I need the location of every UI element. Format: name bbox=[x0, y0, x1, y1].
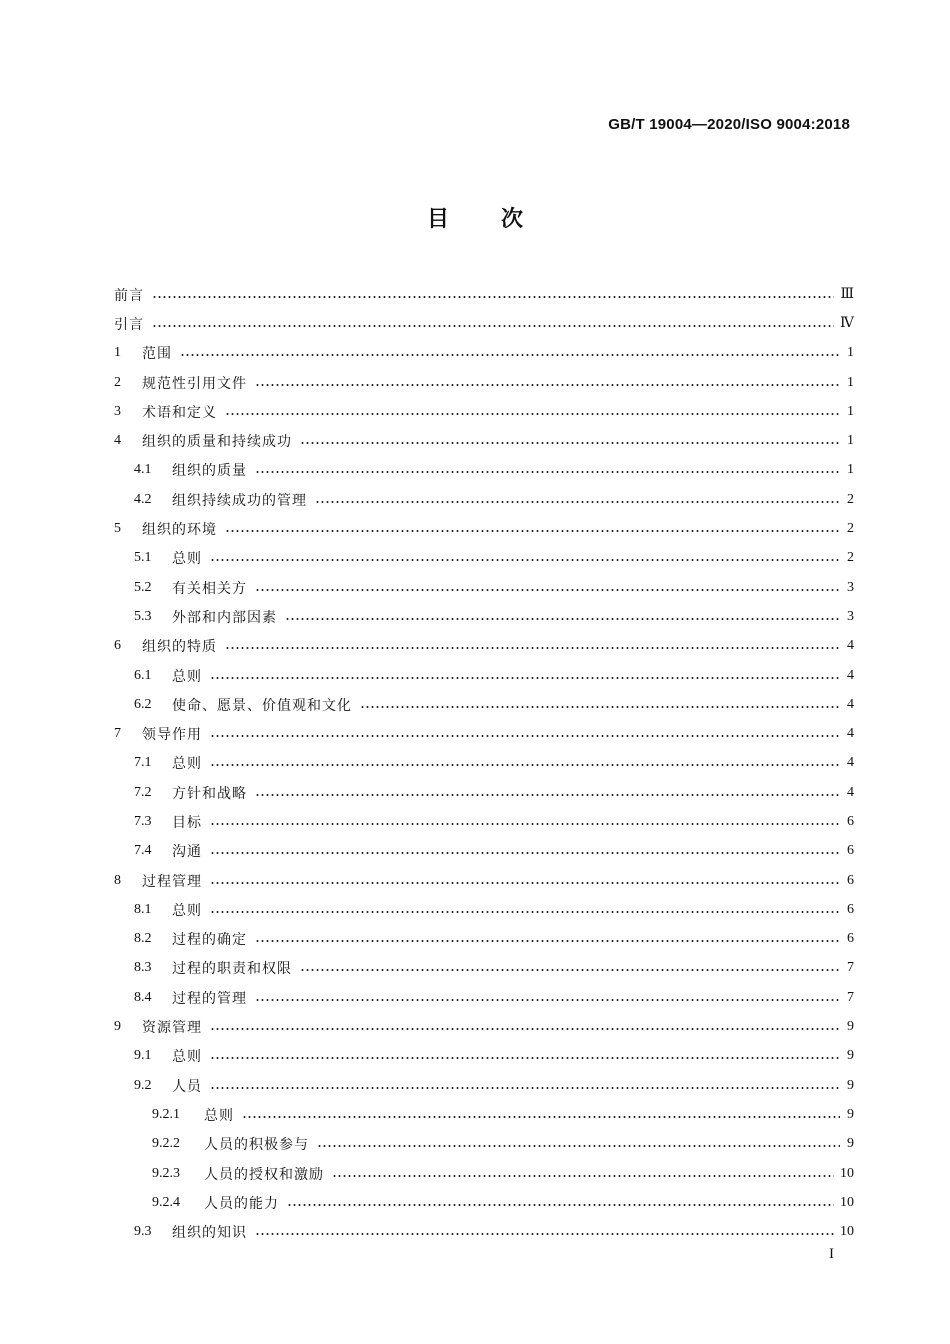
toc-entry-page: 6 bbox=[847, 931, 854, 947]
toc-entry[interactable] bbox=[114, 1100, 854, 1129]
toc-entry[interactable] bbox=[114, 632, 854, 661]
toc-entry[interactable] bbox=[114, 866, 854, 895]
toc-entry-label: 组织的质量和持续成功 bbox=[142, 434, 292, 451]
dot-leader bbox=[225, 413, 840, 415]
toc-entry[interactable] bbox=[114, 807, 854, 836]
dot-leader bbox=[255, 999, 840, 1001]
dot-leader bbox=[285, 618, 840, 620]
toc-entry-page: 4 bbox=[847, 784, 854, 800]
dot-leader bbox=[242, 1116, 840, 1118]
toc-entry-number: 3 bbox=[114, 403, 121, 419]
toc-entry[interactable] bbox=[114, 1188, 854, 1217]
dot-leader bbox=[255, 384, 840, 386]
dot-leader bbox=[255, 794, 840, 796]
toc-entry-page: 3 bbox=[847, 608, 854, 624]
toc-entry-label: 范围 bbox=[142, 346, 172, 363]
toc-entry-number: 5.3 bbox=[134, 608, 152, 624]
toc-entry-page: 10 bbox=[840, 1165, 854, 1181]
toc-entry[interactable] bbox=[114, 514, 854, 543]
toc-entry-page: 6 bbox=[847, 813, 854, 829]
toc-entry-label: 总则 bbox=[172, 668, 202, 685]
toc-entry-number: 9.1 bbox=[134, 1048, 152, 1064]
toc-entry-page: 2 bbox=[847, 491, 854, 507]
toc-entry[interactable] bbox=[114, 426, 854, 455]
toc-entry[interactable] bbox=[114, 309, 854, 338]
toc-entry-number: 9 bbox=[114, 1019, 121, 1035]
dot-leader bbox=[255, 940, 840, 942]
toc-entry-number: 5.2 bbox=[134, 579, 152, 595]
toc-entry[interactable] bbox=[114, 983, 854, 1012]
toc-entry-page: 2 bbox=[847, 521, 854, 537]
toc-entry-label: 过程的管理 bbox=[172, 990, 247, 1007]
toc-entry-label: 组织持续成功的管理 bbox=[172, 492, 307, 509]
toc-entry-label: 人员 bbox=[172, 1078, 202, 1095]
toc-entry-number: 7 bbox=[114, 726, 121, 742]
toc-entry-label: 总则 bbox=[172, 1049, 202, 1066]
toc-entry-number: 9.3 bbox=[134, 1224, 152, 1240]
page-title: 目次 bbox=[426, 207, 575, 232]
dot-leader bbox=[210, 764, 840, 766]
toc-entry-number: 5 bbox=[114, 521, 121, 537]
dot-leader bbox=[210, 1087, 840, 1089]
toc-entry-page: 4 bbox=[847, 638, 854, 654]
toc-entry-page: 1 bbox=[847, 403, 854, 419]
toc-entry-number: 4.2 bbox=[134, 491, 152, 507]
toc-entry-label: 组织的特质 bbox=[142, 639, 217, 656]
toc-entry[interactable] bbox=[114, 456, 854, 485]
dot-leader bbox=[210, 1057, 840, 1059]
toc-entry-number: 7.2 bbox=[134, 784, 152, 800]
toc-entry-page: 1 bbox=[847, 433, 854, 449]
toc-entry-page: 6 bbox=[847, 872, 854, 888]
toc-entry-label: 领导作用 bbox=[142, 727, 202, 744]
toc-entry-page: 9 bbox=[847, 1048, 854, 1064]
toc-entry-label: 目标 bbox=[172, 814, 202, 831]
toc-entry-label: 有关相关方 bbox=[172, 580, 247, 597]
toc-entry[interactable] bbox=[114, 895, 854, 924]
toc-entry[interactable] bbox=[114, 749, 854, 778]
toc-entry-label: 总则 bbox=[172, 902, 202, 919]
toc-entry-label: 过程的确定 bbox=[172, 932, 247, 949]
dot-leader bbox=[152, 325, 834, 327]
dot-leader bbox=[210, 1028, 840, 1030]
toc-entry[interactable] bbox=[114, 397, 854, 426]
toc-entry-page: 4 bbox=[847, 726, 854, 742]
toc-entry-label: 外部和内部因素 bbox=[172, 609, 277, 626]
toc-entry-number: 6.2 bbox=[134, 696, 152, 712]
toc-entry-label: 过程的职责和权限 bbox=[172, 961, 292, 978]
toc-entry-page: 4 bbox=[847, 696, 854, 712]
toc-entry-page: 10 bbox=[840, 1224, 854, 1240]
toc-entry-page: 6 bbox=[847, 901, 854, 917]
dot-leader bbox=[317, 1145, 840, 1147]
toc-entry-page: 9 bbox=[847, 1136, 854, 1152]
toc-entry[interactable] bbox=[114, 690, 854, 719]
toc-entry-page: 7 bbox=[847, 989, 854, 1005]
toc-entry-label: 总则 bbox=[172, 551, 202, 568]
toc-entry-page: 6 bbox=[847, 843, 854, 859]
toc-entry-number: 4.1 bbox=[134, 462, 152, 478]
toc-entry[interactable] bbox=[114, 573, 854, 602]
toc-entry[interactable] bbox=[114, 1218, 854, 1247]
toc-entry-number: 9.2.2 bbox=[152, 1136, 180, 1152]
standard-code-header: GB/T 19004—2020/ISO 9004:2018 bbox=[608, 116, 850, 133]
dot-leader bbox=[210, 677, 840, 679]
toc-entry-label: 总则 bbox=[204, 1107, 234, 1124]
toc-entry-label: 人员的授权和激励 bbox=[204, 1166, 324, 1183]
toc-entry[interactable] bbox=[114, 1159, 854, 1188]
toc-entry-label: 引言 bbox=[114, 316, 144, 333]
toc-entry[interactable] bbox=[114, 485, 854, 514]
toc-entry[interactable] bbox=[114, 339, 854, 368]
toc-entry[interactable] bbox=[114, 1071, 854, 1100]
dot-leader bbox=[287, 1204, 834, 1206]
toc-entry-number: 8.1 bbox=[134, 901, 152, 917]
dot-leader bbox=[152, 296, 834, 298]
dot-leader bbox=[300, 969, 840, 971]
dot-leader bbox=[210, 852, 840, 854]
toc-entry-page: 4 bbox=[847, 755, 854, 771]
dot-leader bbox=[210, 911, 840, 913]
toc-entry[interactable] bbox=[114, 368, 854, 397]
toc-entry[interactable] bbox=[114, 1012, 854, 1041]
toc-entry-number: 9.2.4 bbox=[152, 1194, 180, 1210]
dot-leader bbox=[210, 559, 840, 561]
toc-entry-label: 组织的知识 bbox=[172, 1225, 247, 1242]
dot-leader bbox=[210, 823, 840, 825]
page-number: I bbox=[829, 1246, 834, 1262]
toc-entry-number: 1 bbox=[114, 345, 121, 361]
toc-entry[interactable] bbox=[114, 837, 854, 866]
toc-entry-number: 5.1 bbox=[134, 550, 152, 566]
toc-entry-number: 8.3 bbox=[134, 960, 152, 976]
toc-entry[interactable] bbox=[114, 602, 854, 631]
dot-leader bbox=[210, 882, 840, 884]
toc-entry-page: 3 bbox=[847, 579, 854, 595]
toc-entry-number: 7.3 bbox=[134, 813, 152, 829]
toc-entry-number: 9.2 bbox=[134, 1077, 152, 1093]
toc-entry-page: 9 bbox=[847, 1106, 854, 1122]
dot-leader bbox=[332, 1175, 834, 1177]
toc-entry-page: 2 bbox=[847, 550, 854, 566]
toc-entry-page: Ⅳ bbox=[840, 316, 854, 332]
toc-entry-label: 资源管理 bbox=[142, 1020, 202, 1037]
dot-leader bbox=[255, 471, 840, 473]
toc-entry-page: 1 bbox=[847, 462, 854, 478]
toc-entry-number: 9.2.1 bbox=[152, 1106, 180, 1122]
toc-entry-number: 6 bbox=[114, 638, 121, 654]
toc-entry[interactable] bbox=[114, 778, 854, 807]
dot-leader bbox=[315, 501, 840, 503]
toc-entry-page: 10 bbox=[840, 1194, 854, 1210]
toc-entry-label: 组织的环境 bbox=[142, 522, 217, 539]
toc-entry[interactable] bbox=[114, 925, 854, 954]
toc-entry-page: 7 bbox=[847, 960, 854, 976]
toc-entry-number: 7.1 bbox=[134, 755, 152, 771]
toc-entry-number: 8 bbox=[114, 872, 121, 888]
dot-leader bbox=[225, 530, 840, 532]
toc-entry-label: 组织的质量 bbox=[172, 463, 247, 480]
toc-entry[interactable] bbox=[114, 719, 854, 748]
dot-leader bbox=[210, 735, 840, 737]
toc-entry-number: 8.4 bbox=[134, 989, 152, 1005]
toc-entry-page: Ⅲ bbox=[840, 287, 854, 303]
toc-entry-label: 人员的能力 bbox=[204, 1195, 279, 1212]
table-of-contents bbox=[114, 280, 854, 1247]
toc-entry[interactable] bbox=[114, 954, 854, 983]
toc-entry-page: 4 bbox=[847, 667, 854, 683]
toc-entry-label: 术语和定义 bbox=[142, 404, 217, 421]
toc-entry[interactable] bbox=[114, 544, 854, 573]
toc-entry-page: 1 bbox=[847, 345, 854, 361]
toc-entry-number: 7.4 bbox=[134, 843, 152, 859]
toc-entry[interactable] bbox=[114, 661, 854, 690]
toc-entry-label: 人员的积极参与 bbox=[204, 1137, 309, 1154]
toc-entry-page: 1 bbox=[847, 374, 854, 390]
toc-entry-label: 使命、愿景、价值观和文化 bbox=[172, 697, 352, 714]
toc-entry-label: 过程管理 bbox=[142, 873, 202, 890]
dot-leader bbox=[360, 706, 840, 708]
toc-entry-page: 9 bbox=[847, 1077, 854, 1093]
toc-entry-label: 沟通 bbox=[172, 844, 202, 861]
toc-entry-number: 8.2 bbox=[134, 931, 152, 947]
toc-entry-number: 4 bbox=[114, 433, 121, 449]
toc-entry-number: 6.1 bbox=[134, 667, 152, 683]
toc-entry-label: 总则 bbox=[172, 756, 202, 773]
toc-entry[interactable] bbox=[114, 1130, 854, 1159]
toc-entry-page: 9 bbox=[847, 1019, 854, 1035]
toc-entry-number: 2 bbox=[114, 374, 121, 390]
toc-entry[interactable] bbox=[114, 1042, 854, 1071]
dot-leader bbox=[300, 442, 840, 444]
dot-leader bbox=[225, 647, 840, 649]
toc-entry-label: 规范性引用文件 bbox=[142, 375, 247, 392]
toc-entry[interactable] bbox=[114, 280, 854, 309]
dot-leader bbox=[180, 354, 840, 356]
dot-leader bbox=[255, 1233, 834, 1235]
dot-leader bbox=[255, 589, 840, 591]
toc-entry-number: 9.2.3 bbox=[152, 1165, 180, 1181]
toc-entry-label: 前言 bbox=[114, 287, 144, 304]
toc-entry-label: 方针和战略 bbox=[172, 785, 247, 802]
